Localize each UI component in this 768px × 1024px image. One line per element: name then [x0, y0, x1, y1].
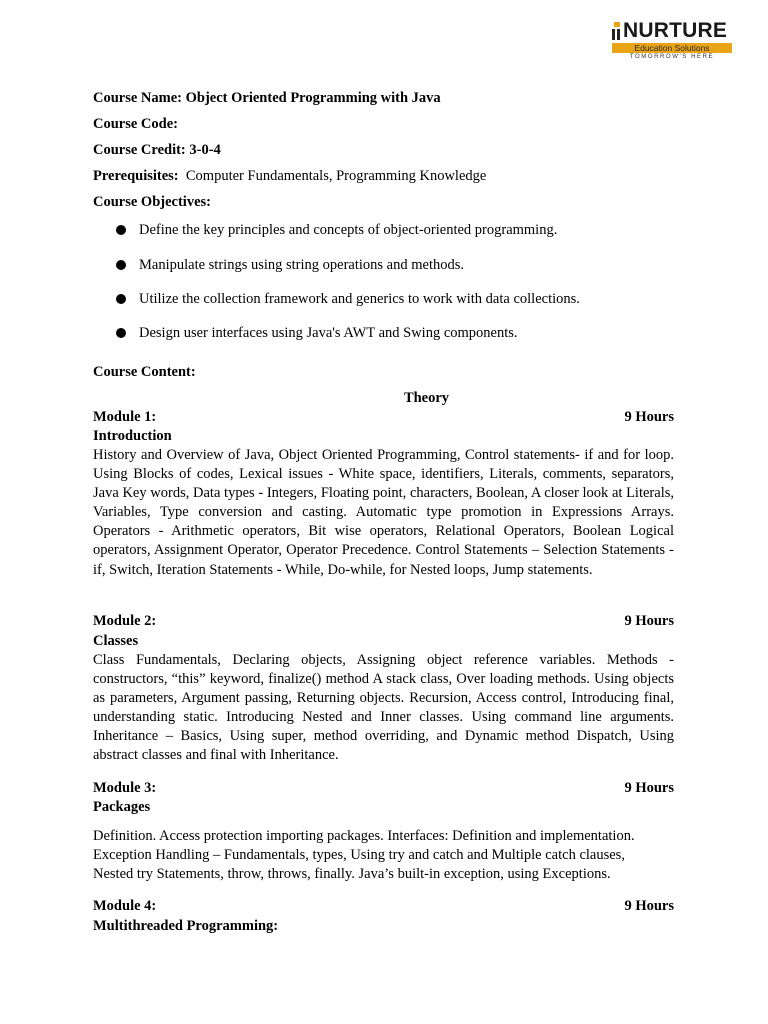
course-name-value: Object Oriented Programming with Java: [185, 90, 441, 106]
logo-wordmark: [612, 20, 742, 42]
module-1-hours: 9 Hours: [624, 409, 674, 425]
course-name-label: Course Name:: [93, 90, 182, 106]
module-1-description: History and Overview of Java, Object Oriented Programming, Control statements- if and for loop. Using Blocks of codes, Lexical issues - White space, identifiers, Literals, comments, separators, Java Key words, Data types - Integers, Floating point, characters, Boolean, A closer look at Literals, Variables, Type conversion and casting. Automatic type promotion in Expressions Arrays. Operators - Arithmetic operators, Bit wise operators, Relational Operators, Boolean Logical operators, Assignment Operator, Operator Precedence. Control Statements – Selection Statements - if, Switch, Iteration Statements - While, Do-while, for Nested loops, Jump statements.: [93, 447, 674, 578]
module-3-hours: 9 Hours: [624, 780, 674, 796]
logo-brand: NURTURE: [623, 19, 728, 42]
objective-item: Define the key principles and concepts of object-oriented programming.: [139, 222, 558, 238]
theory-heading: Theory: [403, 390, 450, 406]
module-3-description-line: Exception Handling – Fundamentals, types, Using try and catch and Multiple catch clauses,: [93, 847, 625, 863]
course-code-label: Course Code:: [93, 116, 178, 132]
module-4-hours: 9 Hours: [624, 898, 674, 914]
module-2-title: Classes: [93, 633, 139, 649]
module-4-title: Multithreaded Programming:: [93, 918, 279, 934]
module-4-label: Module 4:: [93, 898, 157, 914]
logo-tagline: TOMORROW'S HERE: [629, 54, 715, 60]
module-3-description-line: Definition. Access protection importing packages. Interfaces: Definition and implementation.: [93, 828, 635, 844]
module-3-description-line: Nested try Statements, throw, throws, finally. Java’s built-in exception, using Exceptions.: [93, 866, 611, 882]
logo-subtitle: Education Solutions: [634, 43, 710, 53]
objective-item: Utilize the collection framework and generics to work with data collections.: [139, 291, 580, 307]
module-1-label: Module 1:: [93, 409, 157, 425]
module-1-title: Introduction: [93, 428, 172, 444]
bullet-icon: [116, 328, 126, 338]
course-objectives-heading: Course Objectives:: [93, 194, 211, 210]
course-name-line: [93, 89, 441, 107]
prerequisites-value: Computer Fundamentals, Programming Knowledge: [185, 168, 487, 184]
prerequisites-label: Prerequisites:: [93, 168, 179, 184]
logo-subtitle-band: [612, 43, 732, 53]
objective-item: Design user interfaces using Java's AWT and Swing components.: [139, 325, 518, 341]
bullet-icon: [116, 260, 126, 270]
course-credit-value: 3-0-4: [189, 142, 221, 158]
module-2-hours: 9 Hours: [624, 613, 674, 629]
prerequisites-line: [93, 167, 486, 185]
course-content-heading: Course Content:: [93, 364, 196, 380]
module-3-label: Module 3:: [93, 780, 157, 796]
course-credit-line: [93, 141, 221, 159]
bullet-icon: [116, 225, 126, 235]
nurture-logo: [612, 20, 742, 60]
bullet-icon: [116, 294, 126, 304]
course-code-line: [93, 115, 178, 133]
logo-i-mark-icon: [612, 22, 622, 40]
objective-item: Manipulate strings using string operations and methods.: [139, 257, 465, 273]
module-2-description: Class Fundamentals, Declaring objects, Assigning object reference variables. Methods - constructors, “this” keyword, finalize() method A stack class, Over loading methods. Using objects as parameters, Argument passing, Returning objects. Recursion, Access control, Introducing final, understanding static. Introducing Nested and Inner classes. Using command line arguments. Inheritance – Basics, Using super, method overriding, and Dynamic method Dispatch, Using abstract classes and final with Inheritance.: [93, 652, 674, 764]
course-credit-label: Course Credit:: [93, 142, 186, 158]
module-2-label: Module 2:: [93, 613, 157, 629]
module-3-title: Packages: [93, 799, 151, 815]
